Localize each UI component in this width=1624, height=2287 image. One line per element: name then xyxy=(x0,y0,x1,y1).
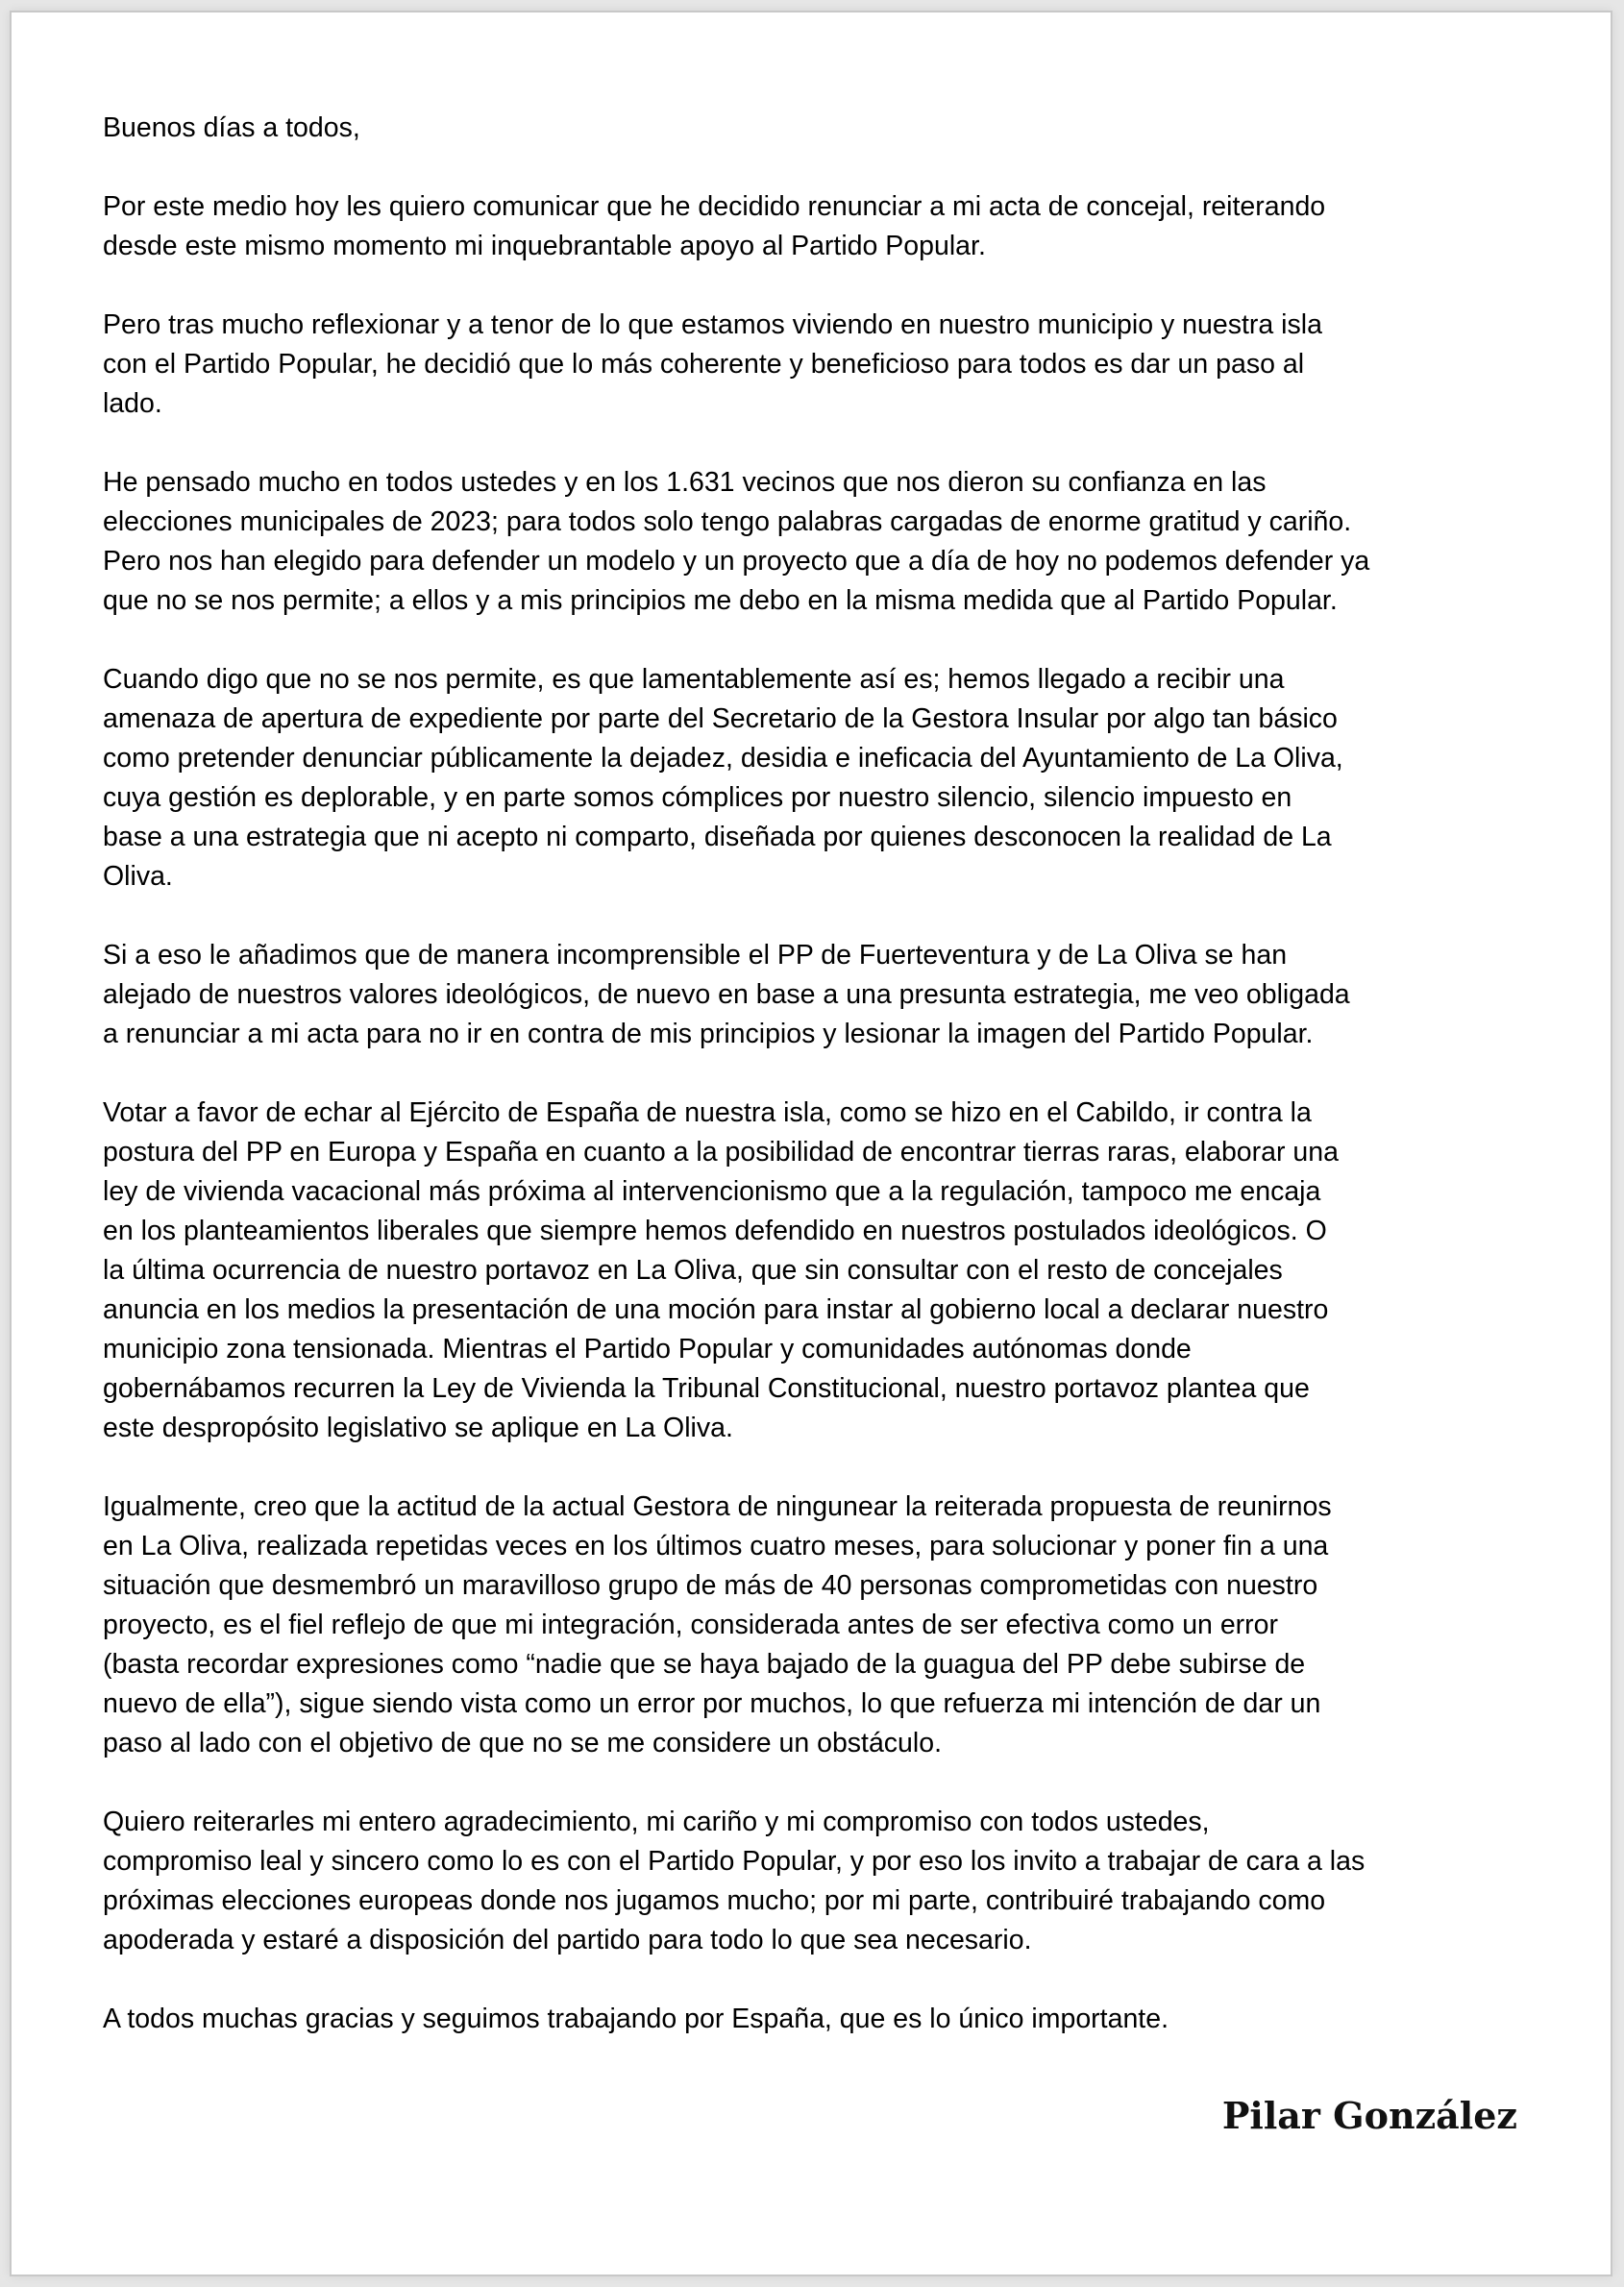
paragraph-gratitude xyxy=(103,1803,1544,1960)
text-line: proyecto, es el fiel reflejo de que mi integración, considerada antes de ser efectiva como un error xyxy=(103,1610,1278,1640)
text-line: A todos muchas gracias y seguimos trabajando por España, que es lo único importante. xyxy=(103,2004,1169,2034)
paragraph-values xyxy=(103,936,1544,1054)
text-line: próximas elecciones europeas donde nos jugamos mucho; por mi parte, contribuiré trabajando como xyxy=(103,1885,1326,1916)
text-line: Quiero reiterarles mi entero agradecimiento, mi cariño y mi compromiso con todos ustedes, xyxy=(103,1807,1210,1837)
text-line: (basta recordar expresiones como “nadie que se haya bajado de la guagua del PP debe subirse de xyxy=(103,1649,1306,1680)
text-line: apoderada y estaré a disposición del partido para todo lo que sea necesario. xyxy=(103,1925,1032,1955)
paragraph-closing xyxy=(103,2000,1544,2039)
text-line: que no se nos permite; a ellos y a mis principios me debo en la misma medida que al Partido Popular. xyxy=(103,585,1338,616)
paragraph-voters xyxy=(103,463,1544,621)
text-line: amenaza de apertura de expediente por parte del Secretario de la Gestora Insular por algo tan básico xyxy=(103,703,1338,734)
paragraph-gestora xyxy=(103,1488,1544,1763)
text-line: cuya gestión es deplorable, y en parte somos cómplices por nuestro silencio, silencio impuesto en xyxy=(103,782,1292,813)
text-line: Si a eso le añadimos que de manera incomprensible el PP de Fuerteventura y de La Oliva se han xyxy=(103,940,1288,971)
text-line: como pretender denunciar públicamente la dejadez, desidia e ineficacia del Ayuntamiento de La Oliva, xyxy=(103,743,1343,774)
letter-body xyxy=(103,109,1544,2078)
text-line: base a una estrategia que ni acepto ni comparto, diseñada por quienes desconocen la realidad de La xyxy=(103,822,1332,852)
paragraph-reflection xyxy=(103,306,1544,424)
paragraph-policies xyxy=(103,1094,1544,1448)
text-line: paso al lado con el objetivo de que no se me considere un obstáculo. xyxy=(103,1728,943,1758)
text-line: alejado de nuestros valores ideológicos, de nuevo en base a una presunta estrategia, me veo obligada xyxy=(103,979,1350,1010)
text-line: Pero tras mucho reflexionar y a tenor de lo que estamos viviendo en nuestro municipio y nuestra isla xyxy=(103,309,1322,340)
text-line: nuevo de ella”), sigue siendo vista como un error por muchos, lo que refuerza mi intención de dar un xyxy=(103,1688,1321,1719)
text-line: desde este mismo momento mi inquebrantable apoyo al Partido Popular. xyxy=(103,231,986,261)
text-line: este despropósito legislativo se aplique en La Oliva. xyxy=(103,1413,733,1443)
text-line: Igualmente, creo que la actitud de la actual Gestora de ningunear la reiterada propuesta de reunirnos xyxy=(103,1491,1332,1522)
text-line: Votar a favor de echar al Ejército de España de nuestra isla, como se hizo en el Cabildo, ir contra la xyxy=(103,1097,1312,1128)
text-line: lado. xyxy=(103,388,162,419)
greeting xyxy=(103,109,1544,148)
greeting-line: Buenos días a todos, xyxy=(103,112,360,143)
text-line: He pensado mucho en todos ustedes y en los 1.631 vecinos que nos dieron su confianza en las xyxy=(103,467,1267,498)
text-line: Por este medio hoy les quiero comunicar que he decidido renunciar a mi acta de concejal, reiterando xyxy=(103,191,1326,222)
text-line: Oliva. xyxy=(103,861,173,892)
document-page xyxy=(10,11,1612,2276)
signature: Pilar González xyxy=(1221,2094,1517,2137)
text-line: a renunciar a mi acta para no ir en contra de mis principios y lesionar la imagen del Partido Popular. xyxy=(103,1019,1314,1049)
text-line: postura del PP en Europa y España en cuanto a la posibilidad de encontrar tierras raras, elaborar una xyxy=(103,1137,1339,1168)
text-line: anuncia en los medios la presentación de una moción para instar al gobierno local a declarar nuestro xyxy=(103,1294,1329,1325)
text-line: ley de vivienda vacacional más próxima al intervencionismo que a la regulación, tampoco me encaja xyxy=(103,1176,1321,1207)
text-line: Pero nos han elegido para defender un modelo y un proyecto que a día de hoy no podemos defender ya xyxy=(103,546,1370,577)
text-line: compromiso leal y sincero como lo es con el Partido Popular, y por eso los invito a trabajar de cara a las xyxy=(103,1846,1366,1877)
text-line: la última ocurrencia de nuestro portavoz en La Oliva, que sin consultar con el resto de concejales xyxy=(103,1255,1283,1286)
text-line: en La Oliva, realizada repetidas veces en los últimos cuatro meses, para solucionar y poner fin a una xyxy=(103,1531,1329,1562)
paragraph-resignation xyxy=(103,187,1544,266)
text-line: elecciones municipales de 2023; para todos solo tengo palabras cargadas de enorme gratitud y cariño. xyxy=(103,506,1352,537)
text-line: gobernábamos recurren la Ley de Vivienda la Tribunal Constitucional, nuestro portavoz plantea que xyxy=(103,1373,1310,1404)
text-line: en los planteamientos liberales que siempre hemos defendido en nuestros postulados ideológicos. O xyxy=(103,1216,1327,1246)
paragraph-threat xyxy=(103,660,1544,897)
text-line: Cuando digo que no se nos permite, es que lamentablemente así es; hemos llegado a recibir una xyxy=(103,664,1285,695)
text-line: municipio zona tensionada. Mientras el Partido Popular y comunidades autónomas donde xyxy=(103,1334,1192,1365)
text-line: situación que desmembró un maravilloso grupo de más de 40 personas comprometidas con nuestro xyxy=(103,1570,1318,1601)
text-line: con el Partido Popular, he decidió que lo más coherente y beneficioso para todos es dar un paso al xyxy=(103,349,1305,380)
